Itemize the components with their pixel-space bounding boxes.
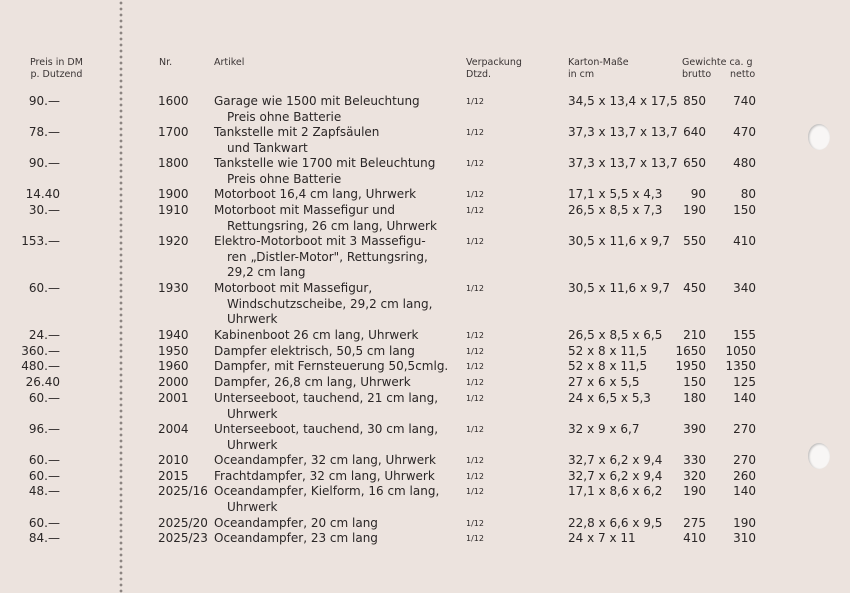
weight-brutto-cell: 190 [683,203,706,217]
price-cell: 153.— [21,234,60,248]
article-description-cell [214,281,432,328]
header-carton-line1: Karton-Maße [568,57,629,68]
weight-brutto-cell: 1650 [675,344,706,358]
article-description-cell [214,391,438,422]
article-description-line: Oceandampfer, Kielform, 16 cm lang, [214,484,440,498]
header-price [30,57,83,81]
article-description-line: Oceandampfer, 23 cm lang [214,531,378,545]
article-number-cell: 1930 [158,281,189,295]
packing-cell: 1/12 [466,347,484,356]
article-description-line: Tankstelle mit 2 Zapfsäulen [214,125,380,139]
price-cell: 26.40 [25,375,60,389]
price-cell: 78.— [28,125,60,139]
article-description-line: Garage wie 1500 mit Beleuchtung [214,94,420,108]
article-number-cell: 1940 [158,328,189,342]
price-cell: 60.— [28,469,60,483]
article-description-cell [214,422,438,453]
header-carton [568,57,629,81]
packing-cell: 1/12 [466,128,484,137]
article-description-line: Dampfer, mit Fernsteuerung 50,5cmlg. [214,359,449,373]
weight-brutto-cell: 190 [683,484,706,498]
carton-size-cell: 24 x 7 x 11 [568,531,636,545]
article-description-line: Motorboot 16,4 cm lang, Uhrwerk [214,187,417,201]
article-description-line: Motorboot mit Massefigur, [214,281,373,295]
article-description-cell [214,516,378,532]
header-price-line2: p. Dutzend [30,69,83,80]
packing-cell: 1/12 [466,472,484,481]
packing-cell: 1/12 [466,206,484,215]
packing-cell: 1/12 [466,159,484,168]
price-cell: 84.— [28,531,60,545]
article-description-cell [214,375,411,391]
header-price-line1: Preis in DM [30,57,83,68]
price-cell: 60.— [28,453,60,467]
weight-netto-cell: 340 [733,281,756,295]
article-number-cell: 1910 [158,203,189,217]
perforation-edge [118,0,124,593]
weight-netto-cell: 1350 [725,359,756,373]
header-netto: netto [730,69,756,80]
article-description-line: Motorboot mit Massefigur und [214,203,395,217]
article-description-cell [214,203,437,234]
article-number-cell: 2025/23 [158,531,208,545]
weight-brutto-cell: 210 [683,328,706,342]
weight-brutto-cell: 180 [683,391,706,405]
carton-size-cell: 26,5 x 8,5 x 7,3 [568,203,663,217]
weight-netto-cell: 740 [733,94,756,108]
article-description-line: Tankstelle wie 1700 mit Beleuchtung [214,156,436,170]
article-number-cell: 2000 [158,375,189,389]
price-cell: 48.— [28,484,60,498]
carton-size-cell: 17,1 x 8,6 x 6,2 [568,484,663,498]
article-description-cell [214,531,378,547]
article-description-line: Windschutzscheibe, 29,2 cm lang, [227,296,433,311]
carton-size-cell: 52 x 8 x 11,5 [568,344,648,358]
article-description-cell [214,344,415,360]
weight-netto-cell: 410 [733,234,756,248]
article-description-line: und Tankwart [227,140,308,155]
article-number-cell: 2010 [158,453,189,467]
packing-cell: 1/12 [466,378,484,387]
article-description-cell [214,359,448,375]
carton-size-cell: 32,7 x 6,2 x 9,4 [568,453,663,467]
article-description-line: Preis ohne Batterie [227,171,342,186]
carton-size-cell: 24 x 6,5 x 5,3 [568,391,651,405]
packing-cell: 1/12 [466,331,484,340]
weight-brutto-cell: 320 [683,469,706,483]
weight-brutto-cell: 550 [683,234,706,248]
price-cell: 90.— [28,156,60,170]
header-brutto: brutto [682,69,712,80]
weight-netto-cell: 310 [733,531,756,545]
article-number-cell: 1950 [158,344,189,358]
carton-size-cell: 26,5 x 8,5 x 6,5 [568,328,663,342]
price-cell: 30.— [28,203,60,217]
packing-cell: 1/12 [466,362,484,371]
article-description-line: ren „Distler-Motor", Rettungsring, [227,249,428,264]
header-weights: Gewichte ca. g [682,57,753,68]
weight-netto-cell: 125 [733,375,756,389]
carton-size-cell: 30,5 x 11,6 x 9,7 [568,234,670,248]
article-number-cell: 2001 [158,391,189,405]
packing-cell: 1/12 [466,394,484,403]
price-cell: 480.— [21,359,60,373]
header-packing [466,57,522,81]
article-description-line: Frachtdampfer, 32 cm lang, Uhrwerk [214,469,435,483]
packing-cell: 1/12 [466,534,484,543]
article-number-cell: 2004 [158,422,189,436]
article-description-line: Kabinenboot 26 cm lang, Uhrwerk [214,328,419,342]
header-nr: Nr. [159,57,173,68]
article-description-line: Dampfer elektrisch, 50,5 cm lang [214,344,415,358]
article-description-cell [214,125,379,156]
article-number-cell: 2025/20 [158,516,208,530]
weight-brutto-cell: 275 [683,516,706,530]
price-cell: 24.— [28,328,60,342]
weight-netto-cell: 270 [733,453,756,467]
weight-netto-cell: 480 [733,156,756,170]
header-packing-line2: Dtzd. [466,69,492,80]
article-description-line: Unterseeboot, tauchend, 21 cm lang, [214,391,439,405]
article-description-cell [214,187,416,203]
article-description-cell [214,234,428,281]
weight-netto-cell: 155 [733,328,756,342]
article-description-line: Uhrwerk [227,499,278,514]
article-number-cell: 1920 [158,234,189,248]
packing-cell: 1/12 [466,190,484,199]
binder-hole-top [808,124,830,150]
weight-netto-cell: 150 [733,203,756,217]
article-number-cell: 2025/16 [158,484,208,498]
price-cell: 60.— [28,391,60,405]
weight-netto-cell: 190 [733,516,756,530]
carton-size-cell: 52 x 8 x 11,5 [568,359,648,373]
article-description-line: Preis ohne Batterie [227,109,342,124]
packing-cell: 1/12 [466,97,484,106]
weight-brutto-cell: 1950 [675,359,706,373]
article-description-line: Uhrwerk [227,406,278,421]
carton-size-cell: 27 x 6 x 5,5 [568,375,640,389]
article-description-line: Uhrwerk [227,437,278,452]
packing-cell: 1/12 [466,456,484,465]
carton-size-cell: 30,5 x 11,6 x 9,7 [568,281,670,295]
price-cell: 14.40 [25,187,60,201]
price-cell: 60.— [28,516,60,530]
price-cell: 96.— [28,422,60,436]
binder-hole-bottom [808,443,830,469]
packing-cell: 1/12 [466,519,484,528]
header-carton-line2: in cm [568,69,595,80]
article-description-line: Uhrwerk [227,312,278,327]
carton-size-cell: 37,3 x 13,7 x 13,7 [568,125,678,139]
weight-brutto-cell: 330 [683,453,706,467]
article-description-cell [214,484,439,515]
weight-brutto-cell: 650 [683,156,706,170]
weight-netto-cell: 270 [733,422,756,436]
weight-brutto-cell: 850 [683,94,706,108]
packing-cell: 1/12 [466,237,484,246]
weight-brutto-cell: 450 [683,281,706,295]
packing-cell: 1/12 [466,284,484,293]
packing-cell: 1/12 [466,425,484,434]
carton-size-cell: 17,1 x 5,5 x 4,3 [568,187,663,201]
article-description-line: 29,2 cm lang [227,265,306,280]
weight-netto-cell: 140 [733,391,756,405]
weight-netto-cell: 80 [740,187,756,201]
carton-size-cell: 32 x 9 x 6,7 [568,422,640,436]
article-description-cell [214,156,435,187]
weight-netto-cell: 140 [733,484,756,498]
weight-brutto-cell: 410 [683,531,706,545]
article-description-line: Oceandampfer, 20 cm lang [214,516,378,530]
article-number-cell: 1700 [158,125,189,139]
weight-netto-cell: 470 [733,125,756,139]
header-article: Artikel [214,57,245,68]
article-description-cell [214,328,419,344]
carton-size-cell: 22,8 x 6,6 x 9,5 [568,516,663,530]
price-cell: 60.— [28,281,60,295]
article-description-line: Dampfer, 26,8 cm lang, Uhrwerk [214,375,411,389]
article-description-line: Elektro-Motorboot mit 3 Massefigu- [214,234,426,248]
header-packing-line1: Verpackung [466,57,522,68]
weight-brutto-cell: 90 [690,187,706,201]
article-number-cell: 1900 [158,187,189,201]
article-description-cell [214,469,435,485]
price-cell: 90.— [28,94,60,108]
article-number-cell: 2015 [158,469,189,483]
article-number-cell: 1600 [158,94,189,108]
article-description-line: Oceandampfer, 32 cm lang, Uhrwerk [214,453,436,467]
carton-size-cell: 34,5 x 13,4 x 17,5 [568,94,678,108]
article-description-cell [214,94,420,125]
article-description-line: Rettungsring, 26 cm lang, Uhrwerk [227,218,437,233]
weight-brutto-cell: 150 [683,375,706,389]
article-number-cell: 1800 [158,156,189,170]
article-description-cell [214,453,436,469]
weight-netto-cell: 1050 [725,344,756,358]
weight-brutto-cell: 390 [683,422,706,436]
article-number-cell: 1960 [158,359,189,373]
carton-size-cell: 32,7 x 6,2 x 9,4 [568,469,663,483]
article-description-line: Unterseeboot, tauchend, 30 cm lang, [214,422,439,436]
weight-brutto-cell: 640 [683,125,706,139]
price-cell: 360.— [21,344,60,358]
packing-cell: 1/12 [466,487,484,496]
carton-size-cell: 37,3 x 13,7 x 13,7 [568,156,678,170]
weight-netto-cell: 260 [733,469,756,483]
